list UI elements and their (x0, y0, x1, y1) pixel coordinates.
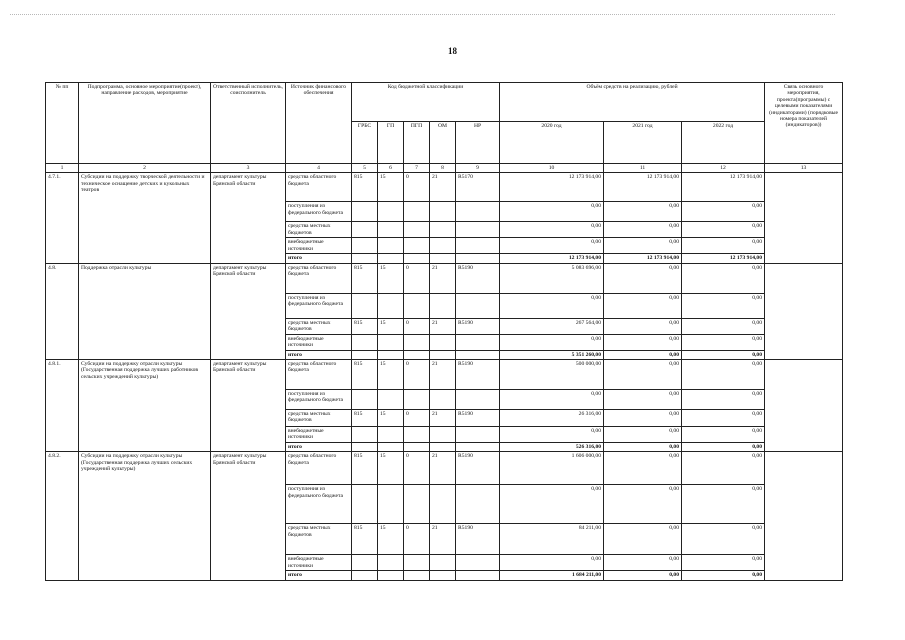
col-number: 10 (500, 164, 604, 173)
amount-2022: 0,00 (682, 452, 765, 485)
col-number: 9 (456, 164, 500, 173)
code-nr: R5190 (456, 410, 500, 427)
col-number: 1 (46, 164, 79, 173)
code-om: 21 (430, 318, 456, 334)
col-number: 2 (79, 164, 211, 173)
col-number: 6 (378, 164, 404, 173)
code-pgp (404, 222, 430, 238)
amount-2021: 12 173 914,00 (604, 254, 682, 263)
amount-2020: 0,00 (500, 427, 604, 443)
code-pgp (404, 202, 430, 222)
amount-2021: 0,00 (604, 555, 682, 571)
code-pgp (404, 390, 430, 410)
code-om: 21 (430, 524, 456, 555)
amount-2021: 0,00 (604, 222, 682, 238)
amount-2021: 0,00 (604, 318, 682, 334)
code-grbs: 815 (352, 263, 378, 293)
budget-table (45, 82, 843, 581)
amount-2020: 526 316,00 (500, 443, 604, 452)
col-number: 5 (352, 164, 378, 173)
item-number: 4.7.1. (46, 173, 79, 263)
code-grbs (352, 555, 378, 571)
amount-2020: 500 000,00 (500, 360, 604, 390)
amount-2022: 0,00 (682, 485, 765, 524)
code-grbs: 815 (352, 360, 378, 390)
code-gp (378, 390, 404, 410)
amount-2022: 0,00 (682, 238, 765, 254)
header-om: ОМ (430, 122, 456, 164)
header-pgp: ПГП (404, 122, 430, 164)
amount-2021: 0,00 (604, 571, 682, 580)
code-grbs: 815 (352, 452, 378, 485)
col-number: 12 (682, 164, 765, 173)
code-pgp: 0 (404, 524, 430, 555)
amount-2021: 0,00 (604, 360, 682, 390)
code-pgp: 0 (404, 263, 430, 293)
code-gp (378, 334, 404, 350)
amount-2022: 0,00 (682, 263, 765, 293)
code-nr (456, 571, 500, 580)
code-pgp (404, 555, 430, 571)
funding-source: поступления из федерального бюджета (286, 202, 352, 222)
code-gp (378, 485, 404, 524)
amount-2022: 0,00 (682, 555, 765, 571)
code-nr (456, 293, 500, 318)
amount-2020: 0,00 (500, 390, 604, 410)
code-om: 21 (430, 360, 456, 390)
amount-2022: 0,00 (682, 390, 765, 410)
item-name: Субсидии на поддержку отрасли культуры (Государственная поддержка лучших работников сельских учреждений культуры) (79, 360, 211, 452)
amount-2021: 0,00 (604, 452, 682, 485)
header-2020: 2020 год (500, 122, 604, 164)
header-nr: НР (456, 122, 500, 164)
code-pgp: 0 (404, 318, 430, 334)
code-grbs (352, 390, 378, 410)
code-gp (378, 571, 404, 580)
code-nr (456, 427, 500, 443)
code-grbs: 815 (352, 318, 378, 334)
amount-2020: 267 564,00 (500, 318, 604, 334)
item-number: 4.8.2. (46, 452, 79, 580)
indicator-link (765, 360, 843, 452)
code-om (430, 202, 456, 222)
table-row (46, 263, 843, 293)
code-grbs: 815 (352, 524, 378, 555)
header-executor: Ответственный исполнитель, соисполнитель (211, 83, 286, 164)
table-row (46, 360, 843, 390)
code-grbs (352, 427, 378, 443)
code-pgp (404, 293, 430, 318)
code-om (430, 571, 456, 580)
col-number: 4 (286, 164, 352, 173)
code-om (430, 390, 456, 410)
code-gp (378, 555, 404, 571)
code-om (430, 334, 456, 350)
code-grbs (352, 238, 378, 254)
header-num: № пп (46, 83, 79, 164)
amount-2020: 12 173 914,00 (500, 173, 604, 202)
code-gp (378, 238, 404, 254)
amount-2021: 0,00 (604, 390, 682, 410)
code-pgp: 0 (404, 410, 430, 427)
amount-2022: 0,00 (682, 571, 765, 580)
code-pgp (404, 238, 430, 254)
code-nr: R5190 (456, 263, 500, 293)
code-grbs (352, 350, 378, 359)
funding-source: средства местных бюджетов (286, 318, 352, 334)
header-kbk: Код бюджетной классификации (352, 83, 500, 122)
amount-2021: 0,00 (604, 334, 682, 350)
item-executor: департамент культуры Брянской области (211, 360, 286, 452)
code-gp (378, 350, 404, 359)
code-gp (378, 293, 404, 318)
code-gp: 15 (378, 318, 404, 334)
code-nr (456, 222, 500, 238)
code-pgp (404, 334, 430, 350)
funding-source: итого (286, 254, 352, 263)
code-om: 21 (430, 173, 456, 202)
funding-source: итого (286, 571, 352, 580)
table-row (46, 452, 843, 485)
funding-source: итого (286, 443, 352, 452)
amount-2022: 12 173 914,00 (682, 173, 765, 202)
indicator-link (765, 452, 843, 580)
code-om (430, 443, 456, 452)
code-nr (456, 390, 500, 410)
amount-2022: 0,00 (682, 202, 765, 222)
header-gp: ГП (378, 122, 404, 164)
code-gp (378, 427, 404, 443)
code-nr (456, 334, 500, 350)
amount-2022: 0,00 (682, 427, 765, 443)
amount-2021: 0,00 (604, 202, 682, 222)
code-nr (456, 350, 500, 359)
amount-2021: 0,00 (604, 443, 682, 452)
header-2022: 2022 год (682, 122, 765, 164)
code-om (430, 350, 456, 359)
code-grbs (352, 222, 378, 238)
funding-source: средства областного бюджета (286, 452, 352, 485)
amount-2020: 0,00 (500, 555, 604, 571)
code-nr (456, 555, 500, 571)
amount-2020: 1 684 211,00 (500, 571, 604, 580)
code-om (430, 222, 456, 238)
col-number: 13 (765, 164, 843, 173)
code-gp (378, 443, 404, 452)
funding-source: средства областного бюджета (286, 360, 352, 390)
code-grbs (352, 334, 378, 350)
amount-2020: 84 211,00 (500, 524, 604, 555)
code-nr (456, 485, 500, 524)
code-gp: 15 (378, 263, 404, 293)
amount-2022: 12 173 914,00 (682, 254, 765, 263)
funding-source: внебюджетные источники (286, 555, 352, 571)
item-name: Субсидии на поддержку творческой деятельности и техническое оснащение детских и кукольных театров (79, 173, 211, 263)
col-number: 11 (604, 164, 682, 173)
code-om: 21 (430, 452, 456, 485)
table-row (46, 173, 843, 202)
amount-2020: 0,00 (500, 334, 604, 350)
column-number-row (46, 164, 843, 173)
funding-source: внебюджетные источники (286, 427, 352, 443)
code-nr: R5190 (456, 318, 500, 334)
code-nr (456, 254, 500, 263)
item-name: Поддержка отрасли культуры (79, 263, 211, 359)
code-om (430, 427, 456, 443)
item-number: 4.8. (46, 263, 79, 359)
amount-2020: 0,00 (500, 238, 604, 254)
amount-2022: 0,00 (682, 318, 765, 334)
col-number: 8 (430, 164, 456, 173)
header-source: Источник финансового обеспечения (286, 83, 352, 164)
amount-2022: 0,00 (682, 334, 765, 350)
code-grbs (352, 293, 378, 318)
code-pgp (404, 350, 430, 359)
amount-2021: 0,00 (604, 410, 682, 427)
amount-2021: 0,00 (604, 524, 682, 555)
amount-2020: 12 173 914,00 (500, 254, 604, 263)
header-2021: 2021 год (604, 122, 682, 164)
amount-2020: 0,00 (500, 293, 604, 318)
code-nr: R5170 (456, 173, 500, 202)
scan-noise-line (10, 14, 835, 15)
code-grbs: 815 (352, 410, 378, 427)
amount-2021: 0,00 (604, 427, 682, 443)
code-pgp: 0 (404, 173, 430, 202)
funding-source: средства областного бюджета (286, 173, 352, 202)
amount-2021: 0,00 (604, 263, 682, 293)
code-nr: R5190 (456, 452, 500, 485)
item-number: 4.8.1. (46, 360, 79, 452)
col-number: 3 (211, 164, 286, 173)
page-number: 18 (448, 46, 457, 56)
code-om: 21 (430, 410, 456, 427)
amount-2021: 0,00 (604, 350, 682, 359)
code-pgp (404, 485, 430, 524)
code-om (430, 485, 456, 524)
code-gp: 15 (378, 173, 404, 202)
code-gp: 15 (378, 360, 404, 390)
code-om: 21 (430, 263, 456, 293)
code-om (430, 238, 456, 254)
code-grbs (352, 254, 378, 263)
amount-2022: 0,00 (682, 410, 765, 427)
code-om (430, 293, 456, 318)
funding-source: поступления из федерального бюджета (286, 390, 352, 410)
code-gp: 15 (378, 524, 404, 555)
code-grbs (352, 485, 378, 524)
amount-2021: 0,00 (604, 238, 682, 254)
item-executor: департамент культуры Брянской области (211, 263, 286, 359)
code-pgp (404, 427, 430, 443)
col-number: 7 (404, 164, 430, 173)
item-executor: департамент культуры Брянской области (211, 452, 286, 580)
code-om (430, 555, 456, 571)
header-row-1 (46, 83, 843, 122)
code-gp (378, 254, 404, 263)
amount-2020: 0,00 (500, 202, 604, 222)
funding-source: средства местных бюджетов (286, 410, 352, 427)
code-gp: 15 (378, 410, 404, 427)
funding-source: внебюджетные источники (286, 238, 352, 254)
code-grbs (352, 571, 378, 580)
code-pgp: 0 (404, 360, 430, 390)
amount-2021: 0,00 (604, 485, 682, 524)
funding-source: поступления из федерального бюджета (286, 293, 352, 318)
code-gp (378, 202, 404, 222)
code-nr (456, 202, 500, 222)
code-pgp (404, 254, 430, 263)
item-name: Субсидии на поддержку отрасли культуры (Государственная поддержка лучших сельских учреждений культуры) (79, 452, 211, 580)
funding-source: средства областного бюджета (286, 263, 352, 293)
header-link: Связь основного мероприятия, проекта(программы) с целевыми показателями (индикаторами) (порядковые номера показателей (индикаторов)) (765, 83, 843, 164)
code-om (430, 254, 456, 263)
code-nr: R5190 (456, 360, 500, 390)
header-volume: Объём средств на реализацию, рублей (500, 83, 765, 122)
amount-2022: 0,00 (682, 293, 765, 318)
funding-source: средства местных бюджетов (286, 524, 352, 555)
funding-source: внебюджетные источники (286, 334, 352, 350)
amount-2022: 0,00 (682, 443, 765, 452)
funding-source: поступления из федерального бюджета (286, 485, 352, 524)
header-grbs: ГРБС (352, 122, 378, 164)
code-grbs (352, 202, 378, 222)
amount-2022: 0,00 (682, 360, 765, 390)
code-nr: R5190 (456, 524, 500, 555)
code-grbs (352, 443, 378, 452)
code-pgp: 0 (404, 452, 430, 485)
amount-2021: 0,00 (604, 293, 682, 318)
code-nr (456, 238, 500, 254)
amount-2022: 0,00 (682, 222, 765, 238)
funding-source: средства местных бюджетов (286, 222, 352, 238)
code-gp: 15 (378, 452, 404, 485)
amount-2022: 0,00 (682, 350, 765, 359)
indicator-link (765, 173, 843, 263)
header-name: Подпрограмма, основное мероприятие(проект), направление расходов, мероприятие (79, 83, 211, 164)
code-grbs: 815 (352, 173, 378, 202)
amount-2021: 12 173 914,00 (604, 173, 682, 202)
code-pgp (404, 571, 430, 580)
indicator-link (765, 263, 843, 359)
amount-2020: 1 606 000,00 (500, 452, 604, 485)
item-executor: департамент культуры Брянской области (211, 173, 286, 263)
amount-2020: 5 351 260,00 (500, 350, 604, 359)
funding-source: итого (286, 350, 352, 359)
amount-2020: 26 316,00 (500, 410, 604, 427)
code-nr (456, 443, 500, 452)
code-gp (378, 222, 404, 238)
amount-2020: 0,00 (500, 485, 604, 524)
code-pgp (404, 443, 430, 452)
amount-2022: 0,00 (682, 524, 765, 555)
amount-2020: 0,00 (500, 222, 604, 238)
amount-2020: 5 083 696,00 (500, 263, 604, 293)
